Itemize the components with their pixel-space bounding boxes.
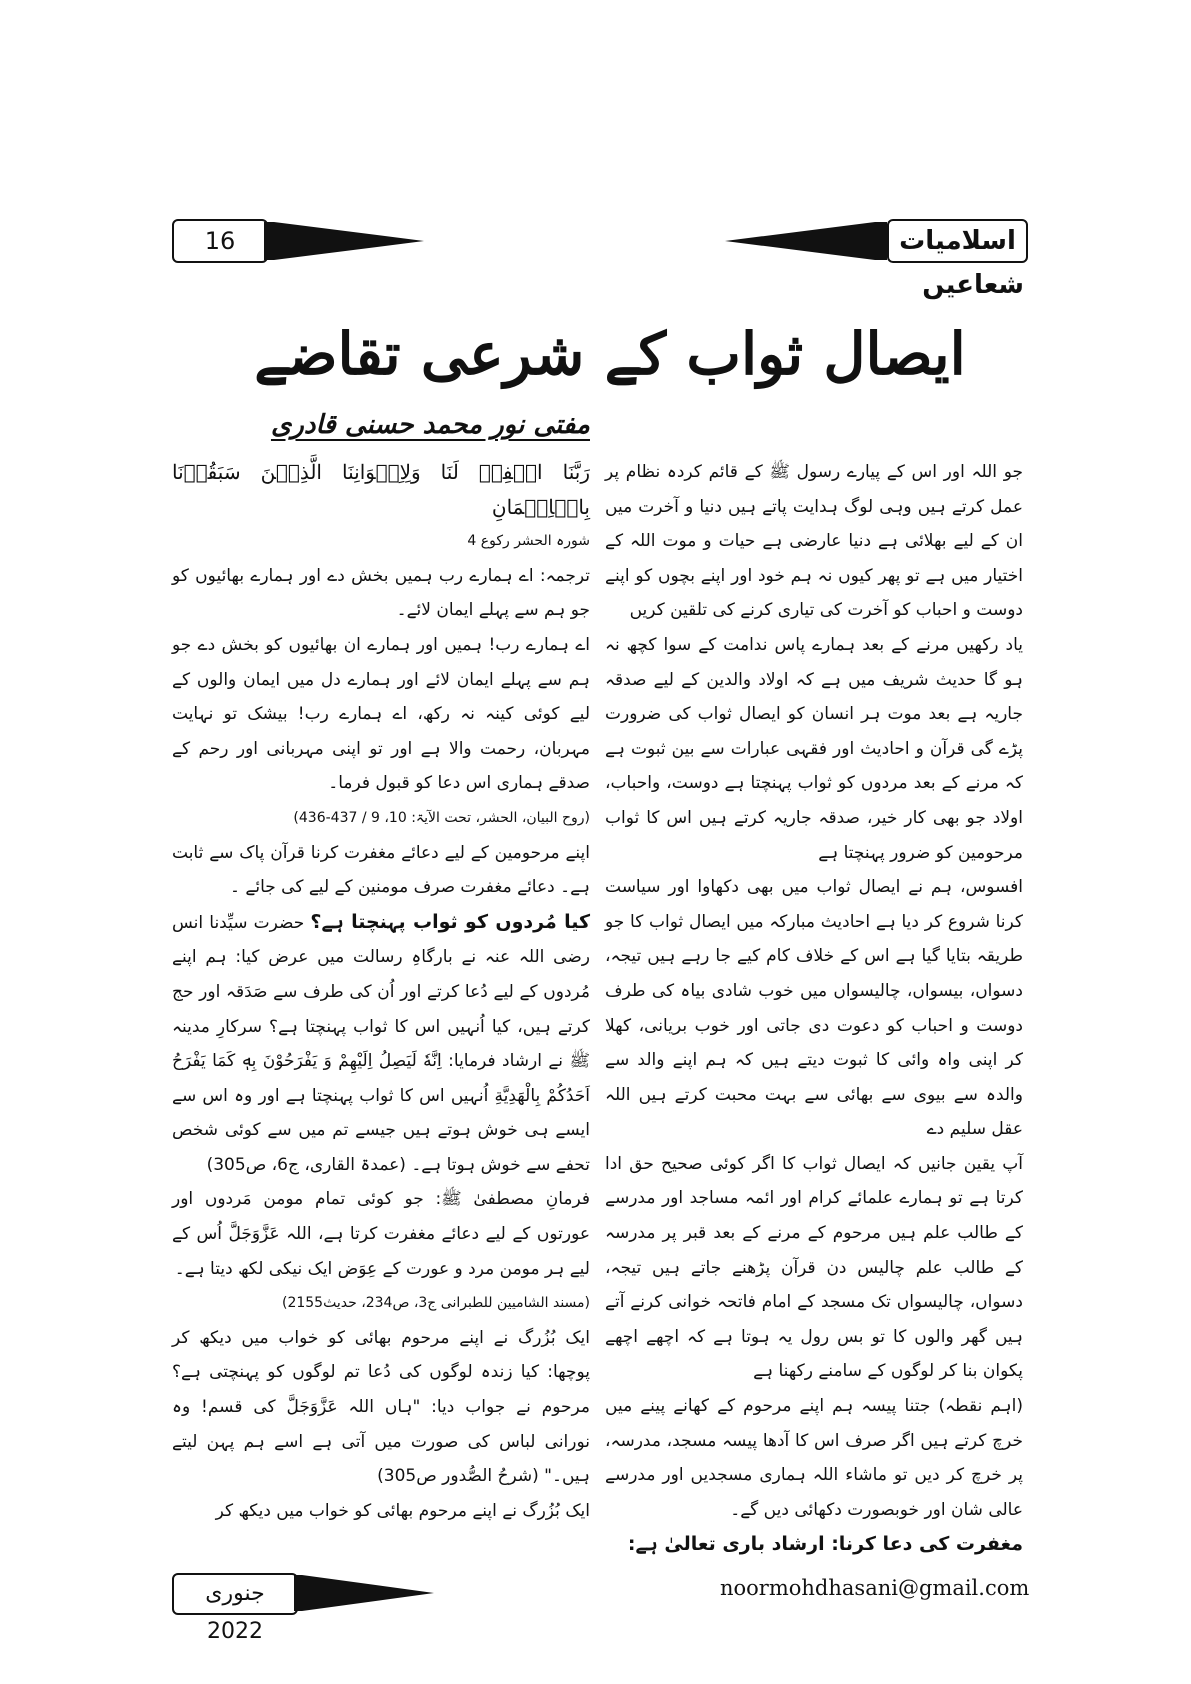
paragraph: افسوس، ہم نے ایصال ثواب میں بھی دکھاوا اور سیاست کرنا شروع کر دیا ہے احادیث مبارکہ میں ایصال ثواب کا جو طریقہ بتایا گیا ہے اس کے خلاف کام کیے جا رہے ہیں تیجہ، دسواں، بیسواں، چالیسواں میں خوب شادی بیاہ کی طرف دوست و احباب کو دعوت دی جاتی اور خوب بریانی، کھلا کر اپنی واہ وائی کا ثبوت دیتے ہیں کہ ہم اپنے والد سے والدہ سے بیوی سے بھائی سے بہت محبت کرتے ہیں اللہ عقل سلیم دے bbox=[605, 877, 1023, 1140]
paragraph: یاد رکھیں مرنے کے بعد ہمارے پاس ندامت کے سوا کچھ نہ ہو گا حدیث شریف میں ہے کہ اولاد والدین کے لیے صدقہ جاریہ ہے بعد موت ہر انسان کو ایصال ثواب کی ضرورت پڑے گی قرآن و احادیث اور فقہی عبارات سے بین ثبوت ہے کہ مرنے کے بعد مردوں کو ثواب پہنچتا ہے دوست، واحباب، اولاد جو بھی کار خیر، صدقہ جاریہ کرتے ہیں اس کا ثواب مرحومین کو ضرور پہنچتا ہے bbox=[605, 634, 1023, 863]
issue-date: جنوری 2022 bbox=[172, 1573, 298, 1615]
paragraph: ایک بُزُرگ نے اپنے مرحوم بھائی کو خواب میں دیکھ کر bbox=[215, 1500, 590, 1521]
paragraph bbox=[172, 905, 590, 1183]
quran-verse: رَبَّنَا اغۡفِرۡ لَنَا وَلِاِخۡوَانِنَا الَّذِیۡنَ سَبَقُوۡنَا بِالۡاِیۡمَانِ bbox=[172, 460, 590, 519]
right-column bbox=[605, 455, 1023, 1556]
footer-ribbon bbox=[294, 1575, 434, 1611]
paragraph: جو اللہ اور اس کے پیارے رسول ﷺ کے قائم کردہ نظام پر عمل کرتے ہیں وہی لوگ ہدایت پاتے ہیں دنیا و آخرت میں ان کے لیے بھلائی ہے دنیا عارضی ہے حیات و موت اللہ کے اختیار میں ہے تو پھر کیوں نہ ہم خود اور اپنے بچوں کو اپنے دوست و احباب کو آخرت کی تیاری کرنے کی تلقین کریں bbox=[605, 462, 1023, 621]
author-email: noormohdhasani@gmail.com bbox=[720, 1576, 1030, 1600]
header-ribbon-right bbox=[725, 222, 887, 260]
paragraph: ایک بُزُرگ نے اپنے مرحوم بھائی کو خواب میں دیکھ کر پوچھا: کیا زندہ لوگوں کی دُعا تم لوگوں کو پہنچتی ہے؟ مرحوم نے جواب دیا: "ہاں اللہ عَزَّوَجَلَّ کی قسم! وہ نورانی لباس کی صورت میں آتی ہے اسے ہم پہن لیتے ہیں۔" (شرحُ الصُّدور ص305) bbox=[172, 1327, 590, 1487]
header-ribbon-left bbox=[264, 222, 424, 260]
paragraph: آپ یقین جانیں کہ ایصال ثواب کا اگر کوئی صحیح حق ادا کرتا ہے تو ہمارے علمائے کرام اور ائمہ مساجد اور مدرسے کے طالب علم ہیں مرحوم کے مرنے کے بعد قبر پر مدرسہ کے طالب علم چالیس دن قرآن پڑھنے جاتے ہیں تیجہ، دسواں، چالیسواں تک مسجد کے امام فاتحہ خوانی کرنے آتے ہیں گھر والوں کا تو بس رول یہ ہوتا ہے کہ اچھے اچھے پکوان بنا کر لوگوں کے سامنے رکھنا ہے bbox=[605, 1153, 1023, 1382]
page-number: 16 bbox=[172, 219, 268, 263]
citation: (روح البیان، الحشر، تحت الآیۃ: 10، 9 / 437-436) bbox=[293, 809, 590, 826]
subheading: مغفرت کی دعا کرنا: ارشاد باری تعالیٰ ہے: bbox=[627, 1533, 1023, 1556]
inline-heading: کیا مُردوں کو ثواب پہنچتا ہے؟ bbox=[310, 910, 591, 933]
paragraph: اے ہمارے رب! ہمیں اور ہمارے ان بھائیوں کو بخش دے جو ہم سے پہلے ایمان لائے اور ہمارے دل میں ایمان والوں کے لیے کوئی کینہ نہ رکھ، اے ہمارے رب! بیشک تو نہایت مہربان، رحمت والا ہے اور تو اپنی مہربانی اور رحم کے صدقے ہماری اس دعا کو قبول فرما۔ bbox=[172, 634, 590, 794]
column-section-label: شعاعیں bbox=[922, 270, 1024, 300]
paragraph-text: حضرت سیِّدنا انس رضی اللہ عنہ نے بارگاہِ رسالت میں عرض کیا: ہم اپنے مُردوں کے لیے دُعا کرتے اور اُن کی طرف سے صَدَقہ اور حج کرتے ہیں، کیا اُنہیں اس کا ثواب پہنچتا ہے؟ سرکارِ مدینہ ﷺ نے ارشاد فرمایا: اِنَّهٗ لَيَصِلُ اِلَيْهِمْ وَ يَفْرَحُوْنَ بِهٖ كَمَا يَفْرَحُ اَحَدُكُمْ بِالْهَدِيَّةِ اُنہیں اس کا ثواب پہنچتا ہے اور وہ اس سے ایسے ہی خوش ہوتے ہیں جیسے تم میں سے کوئی شخص تحفے سے خوش ہوتا ہے۔ (عمدۃ القاری، ج6، ص305) bbox=[172, 912, 590, 1175]
left-column bbox=[172, 455, 590, 1535]
paragraph: اپنے مرحومین کے لیے دعائے مغفرت کرنا قرآن پاک سے ثابت ہے۔ دعائے مغفرت صرف مومنین کے لیے کی جائے ۔ bbox=[172, 842, 590, 898]
paragraph: فرمانِ مصطفیٰ ﷺ: جو کوئی تمام مومن مَردوں اور عورتوں کے لیے دعائے مغفرت کرتا ہے، اللہ عَزَّوَجَلَّ اُس کے لیے ہر مومن مرد و عورت کے عِوَض ایک نیکی لکھ دیتا ہے۔ bbox=[172, 1189, 590, 1279]
verse-reference: شورہ الحشر رکوع 4 bbox=[467, 533, 590, 550]
paragraph: (اہم نقطہ) جتنا پیسہ ہم اپنے مرحوم کے کھانے پینے میں خرچ کرتے ہیں اگر صرف اس کا آدھا پیسہ مسجد، مدرسہ، پر خرچ کر دیں تو ماشاء اللہ ہماری مسجدیں اور مدرسے عالی شان اور خوبصورت دکھائی دیں گے۔ bbox=[605, 1396, 1023, 1520]
paragraph: ترجمہ: اے ہمارے رب ہمیں بخش دے اور ہمارے بھائیوں کو جو ہم سے پہلے ایمان لائے۔ bbox=[172, 565, 590, 621]
magazine-section-label: اسلامیات bbox=[887, 219, 1028, 263]
citation: (مسند الشامیین للطبرانی ج3، ص234، حدیث2155) bbox=[281, 1295, 590, 1312]
article-author: مفتی نور محمد حسنی قادری bbox=[270, 410, 590, 440]
article-title: ایصال ثواب کے شرعی تقاضے bbox=[254, 320, 966, 388]
